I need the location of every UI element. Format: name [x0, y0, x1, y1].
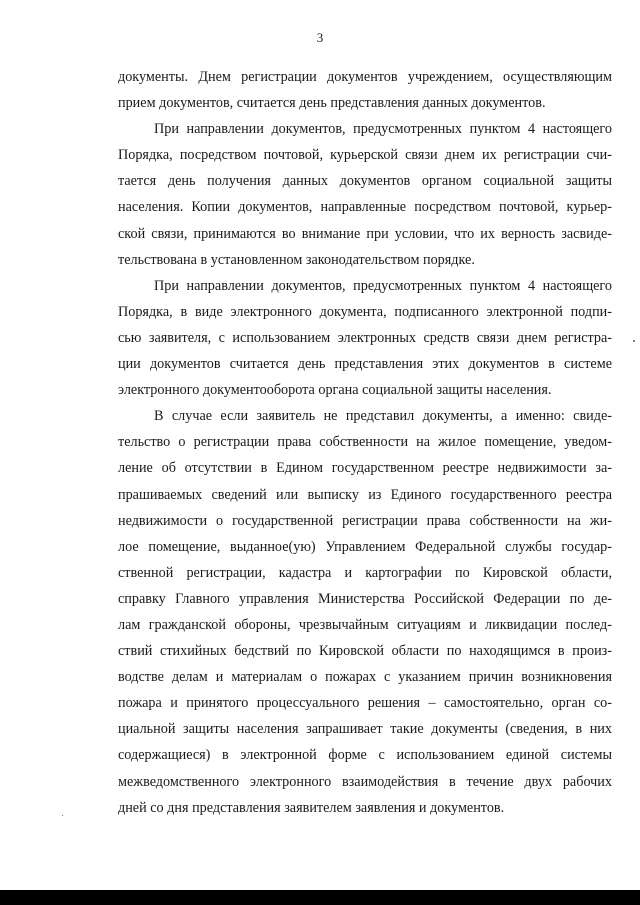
text-line: лам гражданской обороны, чрезвычайным ситуациям и ликвидации послед-	[118, 616, 612, 633]
scan-speck	[633, 340, 635, 342]
text-line: пожара и принятого процессуального решения – самостоятельно, орган со-	[118, 695, 612, 712]
text-line: циальной защиты населения запрашивает такие документы (сведения, в них	[118, 721, 612, 738]
text-line: тельствована в установленном законодательством порядке.	[118, 251, 475, 268]
text-line: электронного документооборота органа социальной защиты населения.	[118, 382, 552, 399]
text-line: прашиваемых сведений или выписку из Единого государственного реестра	[118, 486, 612, 503]
text-line: населения. Копии документов, направленные посредством почтовой, курьер-	[118, 199, 612, 216]
text-line: ствий стихийных бедствий по Кировской области по находящимся в произ-	[118, 643, 612, 660]
text-line: водстве делам и материалам о пожарах с указанием причин возникновения	[118, 669, 612, 686]
scan-edge-bar	[0, 890, 640, 905]
text-line: При направлении документов, предусмотренных пунктом 4 настоящего	[154, 121, 612, 138]
text-line: межведомственного электронного взаимодействия в течение двух рабочих	[118, 773, 612, 790]
text-line: прием документов, считается день представления данных документов.	[118, 95, 546, 112]
text-line: документы. Днем регистрации документов учреждением, осуществляющим	[118, 69, 612, 85]
text-line: справку Главного управления Министерства Российской Федерации по де-	[118, 590, 612, 607]
text-line: тельство о регистрации права собственности на жилое помещение, уведом-	[118, 434, 612, 451]
paragraph-1	[118, 64, 612, 116]
text-line: недвижимости о государственной регистрации права собственности на жи-	[118, 512, 612, 529]
text-line: дней со дня представления заявителем заявления и документов.	[118, 799, 505, 816]
paragraph-4	[118, 403, 612, 821]
text-line: содержащиеся) в электронной форме с использованием единой системы	[118, 747, 612, 764]
text-line: лое помещение, выданное(ую) Управлением Федеральной службы государ-	[118, 538, 612, 555]
text-line: ление об отсутствии в Едином государственном реестре недвижимости за-	[118, 460, 612, 477]
text-line: тается день получения данных документов органом социальной защиты	[118, 173, 612, 190]
text-line: При направлении документов, предусмотренных пунктом 4 настоящего	[154, 277, 612, 294]
scan-speck	[62, 815, 63, 816]
text-line: ции документов считается день представления этих документов в системе	[118, 356, 612, 373]
text-line: Порядка, посредством почтовой, курьерской связи днем их регистрации счи-	[118, 147, 612, 164]
text-line: ской связи, принимаются во внимание при условии, что их верность засвиде-	[118, 225, 612, 242]
paragraph-3	[118, 273, 612, 403]
text-line: Порядка, в виде электронного документа, подписанного электронной подпи-	[118, 303, 612, 320]
paragraph-2	[118, 116, 612, 273]
text-line: В случае если заявитель не представил документы, а именно: свиде-	[154, 408, 612, 425]
text-line: сью заявителя, с использованием электронных средств связи днем регистра-	[118, 329, 612, 346]
text-line: ственной регистрации, кадастра и картографии по Кировской области,	[118, 564, 612, 581]
page-number: 3	[316, 30, 324, 45]
document-body	[118, 64, 612, 821]
